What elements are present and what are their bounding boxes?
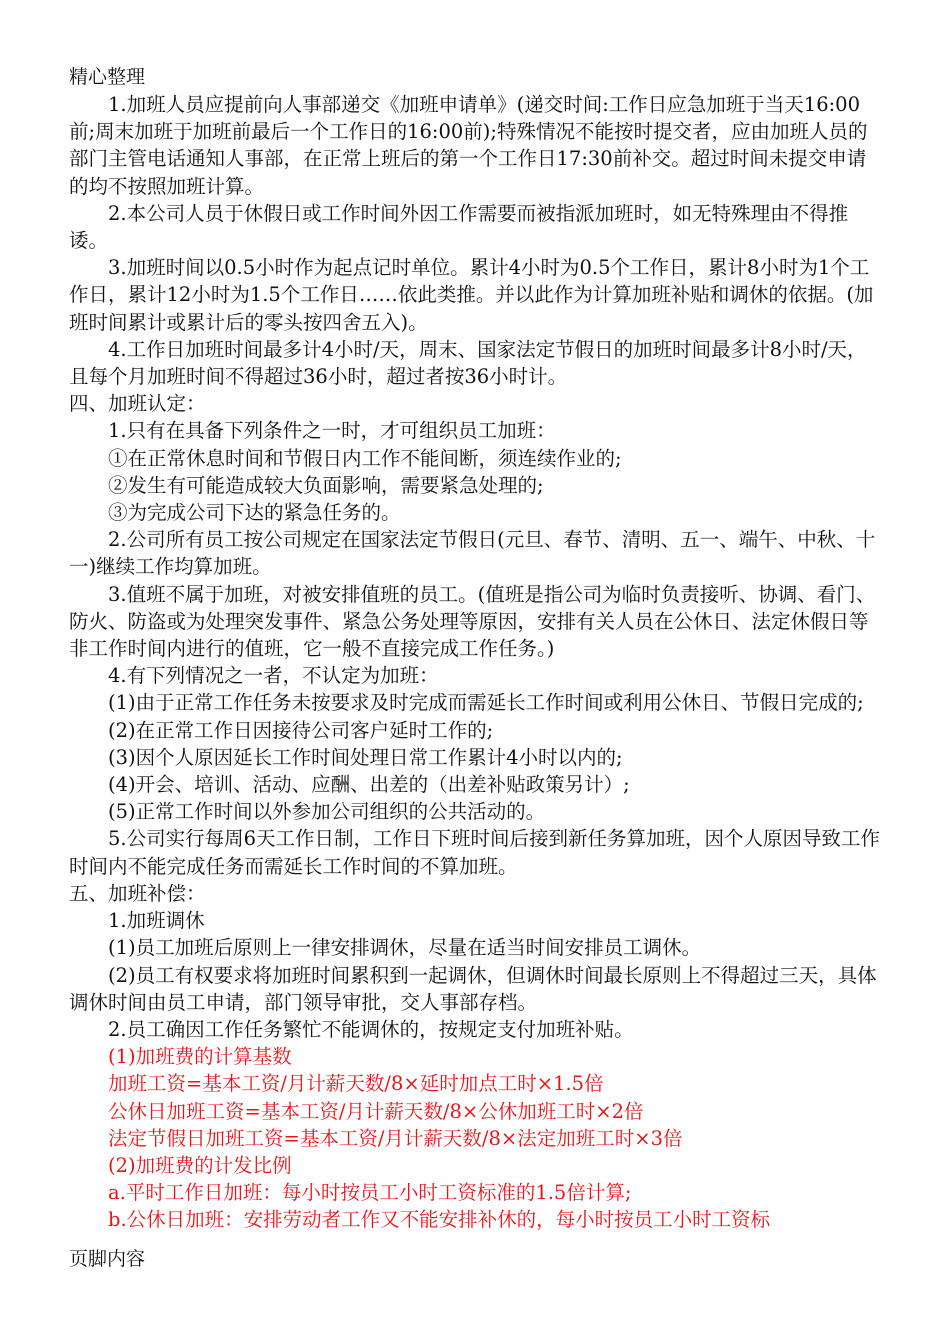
list-item: ①在正常休息时间和节假日内工作不能间断，须连续作业的; [108, 446, 622, 470]
formula-line: 公休日加班工资=基本工资/月计薪天数/8×公休加班工时×2倍 [108, 1099, 644, 1123]
paragraph: 3.值班不属于加班，对被安排值班的员工。(值班是指公司为临时负责接听、协调、看门、防火、防盗或为处理突发事件、紧急公务处理等原因，安排有关人员在公休日、法定休假日等非工作时间内进行的值班，它一般不直接完成工作任务。) [69, 582, 876, 661]
highlight-heading: (1)加班费的计算基数 [108, 1045, 292, 1069]
section-heading: 四、加班认定： [69, 392, 206, 416]
formula-line: 法定节假日加班工资=基本工资/月计薪天数/8×法定加班工时×3倍 [108, 1126, 683, 1150]
list-item: (2)员工有权要求将加班时间累积到一起调休，但调休时间最长原则上不得超过三天，具体调休时间由员工申请，部门领导审批，交人事部存档。 [69, 963, 877, 1014]
paragraph: 2.公司所有员工按公司规定在国家法定节假日(元旦、春节、清明、五一、端午、中秋、十一)继续工作均算加班。 [69, 528, 876, 579]
paragraph: 4.工作日加班时间最多计4小时/天，周末、国家法定节假日的加班时间最多计8小时/天，且每个月加班时间不得超过36小时，超过者按36小时计。 [69, 337, 867, 389]
page-footer: 页脚内容 [69, 1248, 146, 1270]
paragraph: 1.只有在具备下列条件之一时，才可组织员工加班： [108, 419, 556, 443]
list-item: (1)由于正常工作任务未按要求及时完成而需延长工作时间或利用公休日、节假日完成的; [108, 691, 864, 715]
list-item: (4)开会、培训、活动、应酬、出差的（出差补贴政策另计）; [108, 773, 630, 797]
paragraph: 5.公司实行每周6天工作日制，工作日下班时间后接到新任务算加班，因个人原因导致工作时间内不能完成任务而需延长工作时间的不算加班。 [69, 827, 881, 878]
highlight-heading: (2)加班费的计发比例 [108, 1153, 292, 1177]
paragraph: 1.加班人员应提前向人事部递交《加班申请单》(递交时间:工作日应急加班于当天16:00前;周末加班于加班前最后一个工作日的16:00前);特殊情况不能按时提交者，应由加班人员的部门主管电话通知人事部，在正常上班后的第一个工作日17:30前补交。超过时间未提交申请的均不按照加班计算。 [69, 93, 868, 198]
list-item: (3)因个人原因延长工作时间处理日常工作累计4小时以内的; [108, 745, 623, 769]
list-item: (5)正常工作时间以外参加公司组织的公共活动的。 [108, 800, 546, 824]
paragraph: 4.有下列情况之一者，不认定为加班： [108, 664, 439, 688]
paragraph: 2.员工确因工作任务繁忙不能调休的，按规定支付加班补贴。 [108, 1017, 634, 1041]
list-item: (2)在正常工作日因接待公司客户延时工作的; [108, 718, 494, 742]
list-item: ②发生有可能造成较大负面影响，需要紧急处理的; [108, 473, 544, 497]
paragraph: 3.加班时间以0.5小时作为起点记时单位。累计4小时为0.5个工作日，累计8小时为1个工作日，累计12小时为1.5个工作日……依此类推。并以此作为计算加班补贴和调休的依据。(加班时间累计或累计后的零头按四舍五入)。 [69, 256, 874, 334]
formula-line: 加班工资=基本工资/月计薪天数/8×延时加点工时×1.5倍 [108, 1072, 604, 1096]
highlight-line: a.平时工作日加班：每小时按员工小时工资标准的1.5倍计算; [108, 1181, 632, 1205]
section-heading: 五、加班补偿： [69, 881, 206, 905]
document-page [69, 64, 885, 1234]
page-header: 精心整理 [69, 66, 146, 88]
list-item: (1)员工加班后原则上一律安排调休，尽量在适当时间安排员工调休。 [108, 936, 702, 960]
sub-heading: 1.加班调休 [108, 909, 205, 933]
list-item: ③为完成公司下达的紧急任务的。 [108, 501, 401, 525]
paragraph: 2.本公司人员于休假日或工作时间外因工作需要而被指派加班时，如无特殊理由不得推诿。 [69, 201, 849, 253]
highlight-line: b.公休日加班：安排劳动者工作又不能安排补休的，每小时按员工小时工资标 [108, 1208, 771, 1232]
